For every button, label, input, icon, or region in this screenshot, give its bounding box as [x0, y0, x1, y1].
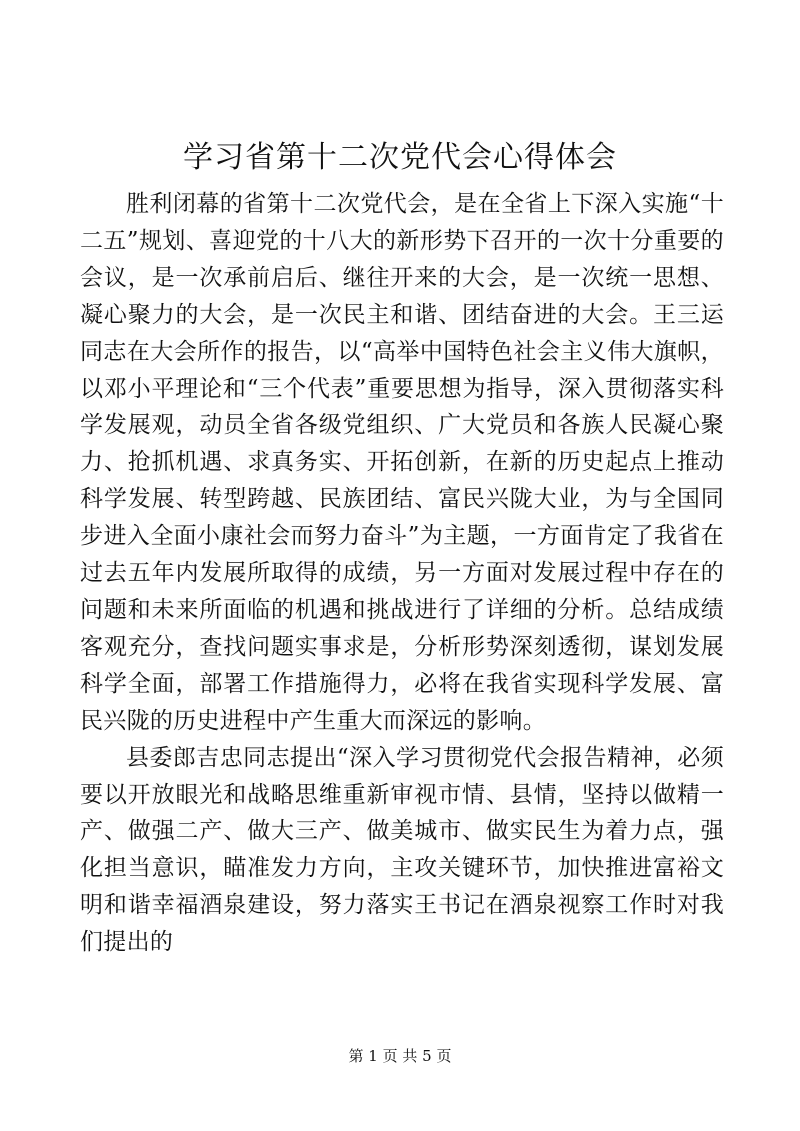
- document-title: 学习省第十二次党代会心得体会: [183, 140, 617, 175]
- document-body: [80, 186, 724, 961]
- paragraph-1: 胜利闭幕的省第十二次党代会，是在全省上下深入实施“十二五”规划、喜迎党的十八大的新形势下召开的一次十分重要的会议，是一次承前启后、继往开来的大会，是一次统一思想、凝心聚力的大会，是一次民主和谐、团结奋进的大会。王三运同志在大会所作的报告，以“高举中国特色社会主义伟大旗帜，以邓小平理论和“三个代表”重要思想为指导，深入贯彻落实科学发展观，动员全省各级党组织、广大党员和各族人民凝心聚力、抢抓机遇、求真务实、开拓创新，在新的历史起点上推动科学发展、转型跨越、民族团结、富民兴陇大业，为与全国同步进入全面小康社会而努力奋斗”为主题，一方面肯定了我省在过去五年内发展所取得的成绩，另一方面对发展过程中存在的问题和未来所面临的机遇和挑战进行了详细的分析。总结成绩客观充分，查找问题实事求是，分析形势深刻透彻，谋划发展科学全面，部署工作措施得力，必将在我省实现科学发展、富民兴陇的历史进程中产生重大而深远的影响。: [80, 191, 724, 734]
- page-footer: 第 1 页 共 5 页: [348, 1047, 452, 1065]
- paragraph-2: 县委郎吉忠同志提出“深入学习贯彻党代会报告精神，必须要以开放眼光和战略思维重新审视市情、县情，坚持以做精一产、做强二产、做大三产、做美城市、做实民生为着力点，强化担当意识，瞄准发力方向，主攻关键环节，加快推进富裕文明和谐幸福酒泉建设，努力落实王书记在酒泉视察工作时对我们提出的: [80, 744, 724, 956]
